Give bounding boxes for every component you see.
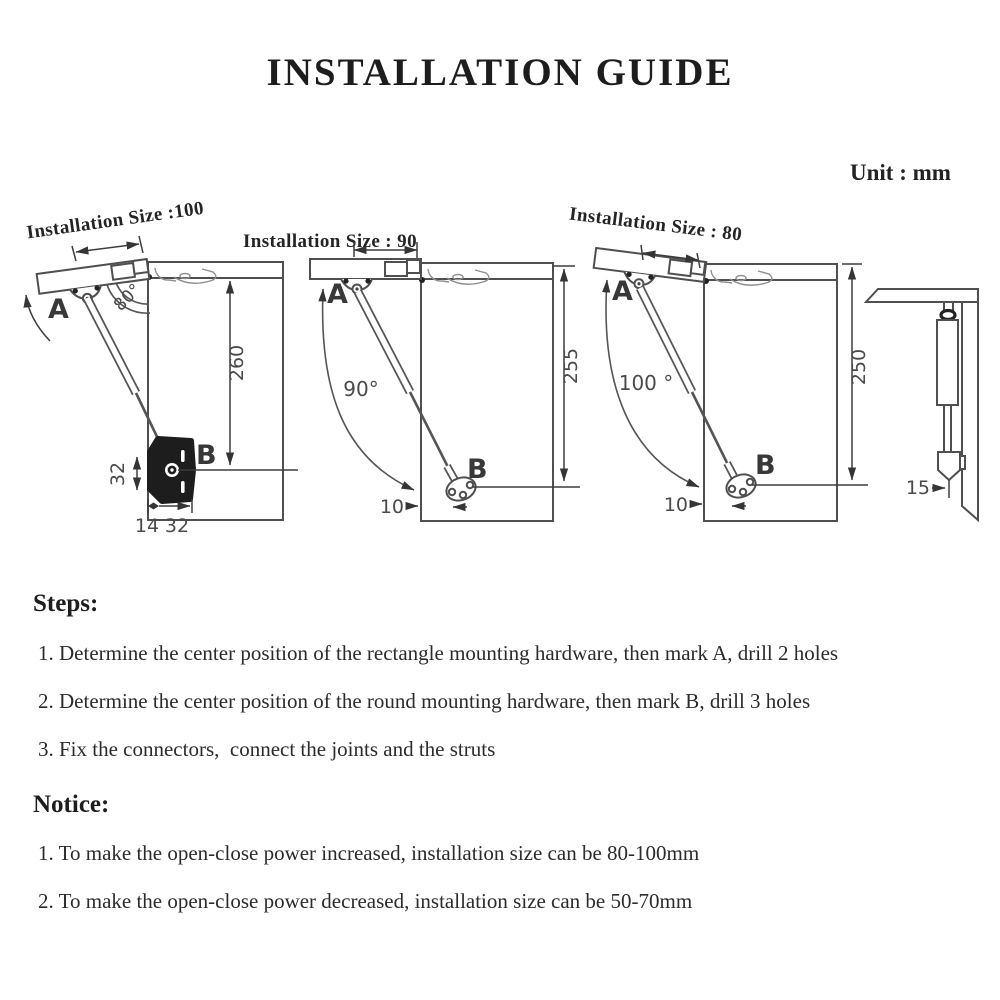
point-b-label: B [755,450,776,481]
strut-cylinder [937,320,958,405]
installation-size-label: Installation Size :100 [25,197,206,244]
door-recess [111,263,135,280]
installation-size-label: Installation Size : 90 [242,231,418,252]
point-a-label: A [327,279,348,310]
plate-hole [449,489,455,495]
point-a-label: A [48,294,69,325]
plate-pivot-dot [170,468,173,471]
dimension-32v-value: 32 [107,461,129,487]
angle-value: 100 ° [618,371,674,395]
installation-diagrams [0,195,1000,580]
plate-hole [460,492,466,498]
step-item-3: 3. Fix the connectors, connect the joints and the struts [38,737,496,761]
dimension-260-value: 260 [226,344,248,382]
screw [365,278,370,283]
page-title: INSTALLATION GUIDE [266,51,734,94]
strut-end-connector [938,452,960,480]
strut-rod [944,405,951,452]
back-panel [962,302,978,520]
ball-socket-ring [941,311,955,320]
notice-item-1: 1. To make the open-close power increased, installation size can be 80-100mm [38,841,700,865]
plate-hole [729,486,735,492]
side-view-closed [866,289,978,520]
ball-joint-center [355,287,358,290]
plate-slot [181,450,185,462]
diagram-size-80 [568,204,870,521]
connector-nub [960,456,965,469]
steps-heading: Steps: [33,590,99,617]
dimension-14-value: 14 [134,515,160,537]
point-a-label: A [612,276,633,307]
angle-value: 80° [109,279,146,316]
door-recess [669,259,693,276]
door-recess-small [133,259,149,274]
plate-slot [181,481,185,493]
notice-heading: Notice: [33,791,110,818]
point-b-label: B [467,454,488,485]
step-item-2: 2. Determine the center position of the round mounting hardware, then mark B, drill 3 holes [38,689,811,713]
offset-15-value: 15 [905,477,930,499]
cabinet-body [704,264,837,521]
unit-label: Unit : mm [850,160,951,185]
offset-10-value: 10 [663,494,688,516]
open-direction-arrow [26,295,50,341]
door-recess-small [691,260,706,275]
installation-size-arrow [72,236,143,261]
plate-hole [740,489,746,495]
angle-value: 90° [343,377,379,401]
flap-door [592,248,706,296]
step-item-1: 1. Determine the center position of the rectangle mounting hardware, then mark A, drill 2 holes [38,641,839,665]
diagram-size-90 [243,231,582,521]
top-board [866,289,978,302]
door-recess-small [407,260,420,273]
offset-10-value: 10 [379,496,404,518]
dimension-250-value: 250 [848,348,870,386]
point-b-label: B [196,440,217,471]
dimension-255-value: 255 [560,347,582,385]
door-recess [385,262,407,276]
installation-size-label: Installation Size : 80 [568,203,744,246]
notice-item-2: 2. To make the open-close power decreased, installation size can be 50-70mm [38,889,693,913]
plate-hole [747,479,753,485]
dimension-32b-value: 32 [164,515,190,537]
